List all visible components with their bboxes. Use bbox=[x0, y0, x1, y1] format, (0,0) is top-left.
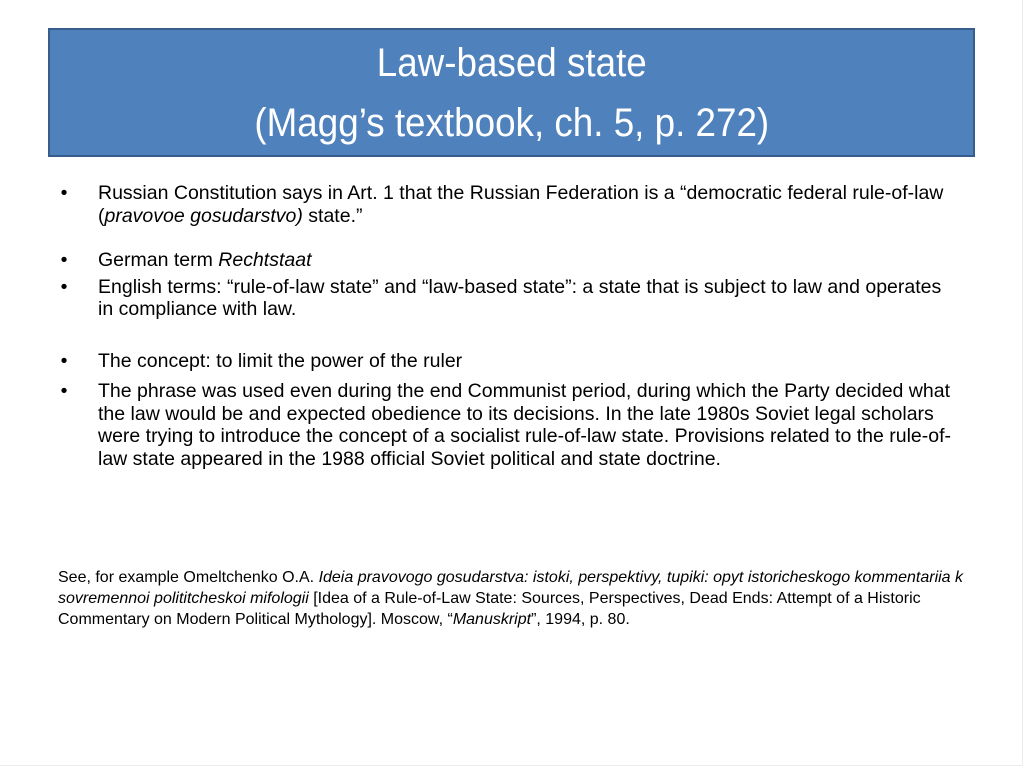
citation-publisher-italic: Manuskript bbox=[452, 611, 532, 628]
bullet-item-german-term bbox=[58, 249, 958, 272]
bullet-dot-icon: • bbox=[60, 182, 68, 204]
bullet-item-phrase-history bbox=[58, 380, 958, 470]
bullet-text-italic: Rechtstaat bbox=[218, 249, 312, 271]
bullet-text-italic: pravovoe gosudarstvo) bbox=[104, 204, 303, 227]
citation-text: See, for example Omeltchenko O.A. bbox=[58, 569, 319, 586]
citation-text: [Idea of a Rule-of-Law State: Sources, Perspectives, Dead Ends: Attempt of a Historic Commentary on Modern Political Mythology]. Moscow, “ bbox=[58, 590, 921, 628]
bullet-dot-icon: • bbox=[60, 380, 68, 402]
citation-text: ”, 1994, p. 80. bbox=[531, 611, 630, 628]
spacer bbox=[58, 227, 958, 249]
bullet-dot-icon: • bbox=[60, 275, 68, 298]
bullet-dot-icon: • bbox=[60, 349, 68, 372]
bullet-text: The phrase was used even during the end Communist period, during which the Party decided what the law would be and expected obedience to its decisions. In the late 1980s Soviet legal scholars were trying to introduce the concept of a socialist rule-of-law state. Provisions related to the rule-of-law state appeared in the 1988 official Soviet political and state doctrine. bbox=[98, 380, 951, 470]
bullet-text-part: Russian Constitution says in Art. 1 that the Russian Federation is a “democratic federal rule-of-law ( bbox=[98, 182, 944, 227]
bullet-item-constitution bbox=[58, 182, 958, 227]
title-box bbox=[48, 28, 975, 157]
bullet-text bbox=[98, 249, 958, 272]
bullet-text bbox=[98, 182, 958, 227]
bullet-list bbox=[58, 182, 958, 470]
spacer bbox=[58, 372, 958, 380]
bullet-item-concept bbox=[58, 350, 958, 373]
bullet-text: The concept: to limit the power of the ruler bbox=[98, 349, 463, 372]
bullet-text: English terms: “rule-of-law state” and “law-based state”: a state that is subject to law and operates in compliance with law. bbox=[98, 275, 942, 320]
bullet-item-english-terms bbox=[58, 276, 958, 321]
spacer bbox=[58, 321, 958, 350]
citation-reference bbox=[58, 567, 988, 630]
bullet-dot-icon: • bbox=[60, 249, 68, 271]
bullet-text-part: German term bbox=[98, 249, 219, 271]
title-line-1: Law-based state bbox=[376, 40, 647, 85]
citation-title-italic: Ideia pravovogo gosudarstva: istoki, perspektivy, tupiki: opyt istoricheskogo kommentariia k sovremennoi polititcheskoi mifologii bbox=[58, 569, 964, 607]
title-line-2: (Magg’s textbook, ch. 5, p. 272) bbox=[254, 100, 769, 145]
bullet-text-part: state.” bbox=[302, 204, 363, 227]
